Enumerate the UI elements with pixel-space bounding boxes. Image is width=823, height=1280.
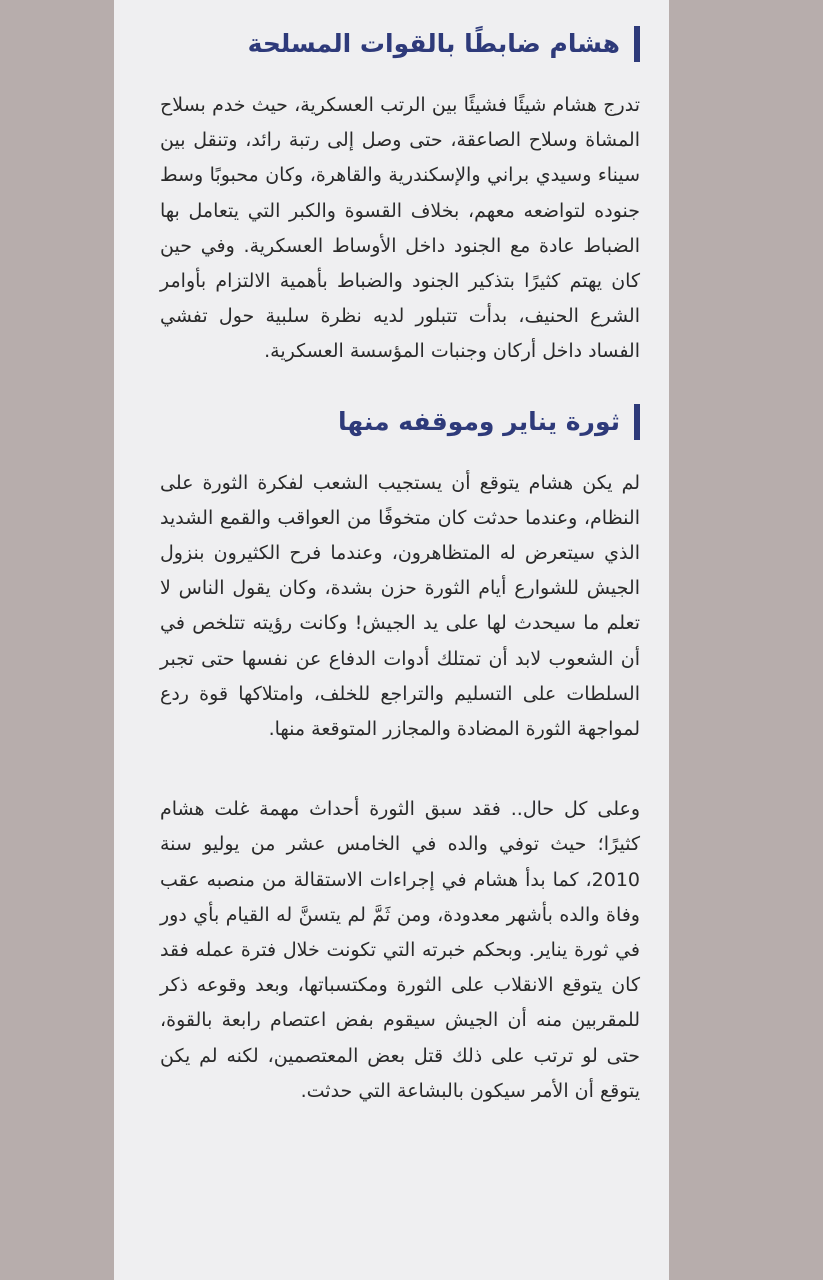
section-spacer	[160, 370, 640, 400]
article-content	[160, 22, 640, 1109]
paragraph-spacer	[160, 747, 640, 792]
body-paragraph: لم يكن هشام يتوقع أن يستجيب الشعب لفكرة الثورة على النظام، وعندما حدثت كان متخوفًا من العواقب والقمع الشديد الذي سيتعرض له المتظاهرون، وعندما فرح الكثيرون بنزول الجيش للشوارع أيام الثورة حزن بشدة، وكان يقول الناس لا تعلم ما سيحدث لها على يد الجيش! وكانت رؤيته تتلخص في أن الشعوب لابد أن تمتلك أدوات الدفاع عن نفسها حتى تجبر السلطات على التسليم والتراجع للخلف، وامتلاكها قوة ردع لمواجهة الثورة المضادة والمجازر المتوقعة منها.	[160, 471, 640, 741]
heading-accent-bar	[634, 404, 640, 440]
body-paragraph: تدرج هشام شيئًا فشيئًا بين الرتب العسكرية، حيث خدم بسلاح المشاة وسلاح الصاعقة، حتى وصل إلى رتبة رائد، وتنقل بين سيناء وسيدي براني والإسكندرية والقاهرة، وكان محبوبًا وسط جنوده لتواضعه معهم، بخلاف القسوة والكبر التي يتعامل بها الضباط عادة مع الجنود داخل الأوساط العسكرية. وفي حين كان يهتم كثيرًا بتذكير الجنود والضباط بأهمية الالتزام بأوامر الشرع الحنيف، بدأت تتبلور لديه نظرة سلبية حول تفشي الفساد داخل أركان وجنبات المؤسسة العسكرية.	[160, 94, 640, 363]
section-heading-army	[160, 22, 640, 66]
heading-accent-bar	[634, 26, 640, 62]
section-title: هشام ضابطًا بالقوات المسلحة	[247, 29, 620, 58]
section-title: ثورة يناير وموقفه منها	[337, 406, 620, 436]
section-heading-revolution	[160, 400, 640, 444]
body-paragraph: وعلى كل حال.. فقد سبق الثورة أحداث مهمة غلت هشام كثيرًا؛ حيث توفي والده في الخامس عشر من يوليو سنة 2010، كما بدأ هشام في إجراءات الاستقالة من منصبه عقب وفاة والده بأشهر معدودة، ومن ثَمَّ لم يتسنَّ له القيام بأي دور في ثورة يناير. وبحكم خبرته التي تكونت خلال فترة عمله فقد كان يتوقع الانقلاب على الثورة ومكتسباتها، وبعد وقوعه ذكر للمقربين منه أن الجيش سيقوم بفض اعتصام رابعة بالقوة، حتى لو ترتب على ذلك قتل بعض المعتصمين، لكنه لم يكن يتوقع أن الأمر سيكون بالبشاعة التي حدثت.	[160, 798, 640, 1102]
article-page	[114, 0, 669, 1280]
